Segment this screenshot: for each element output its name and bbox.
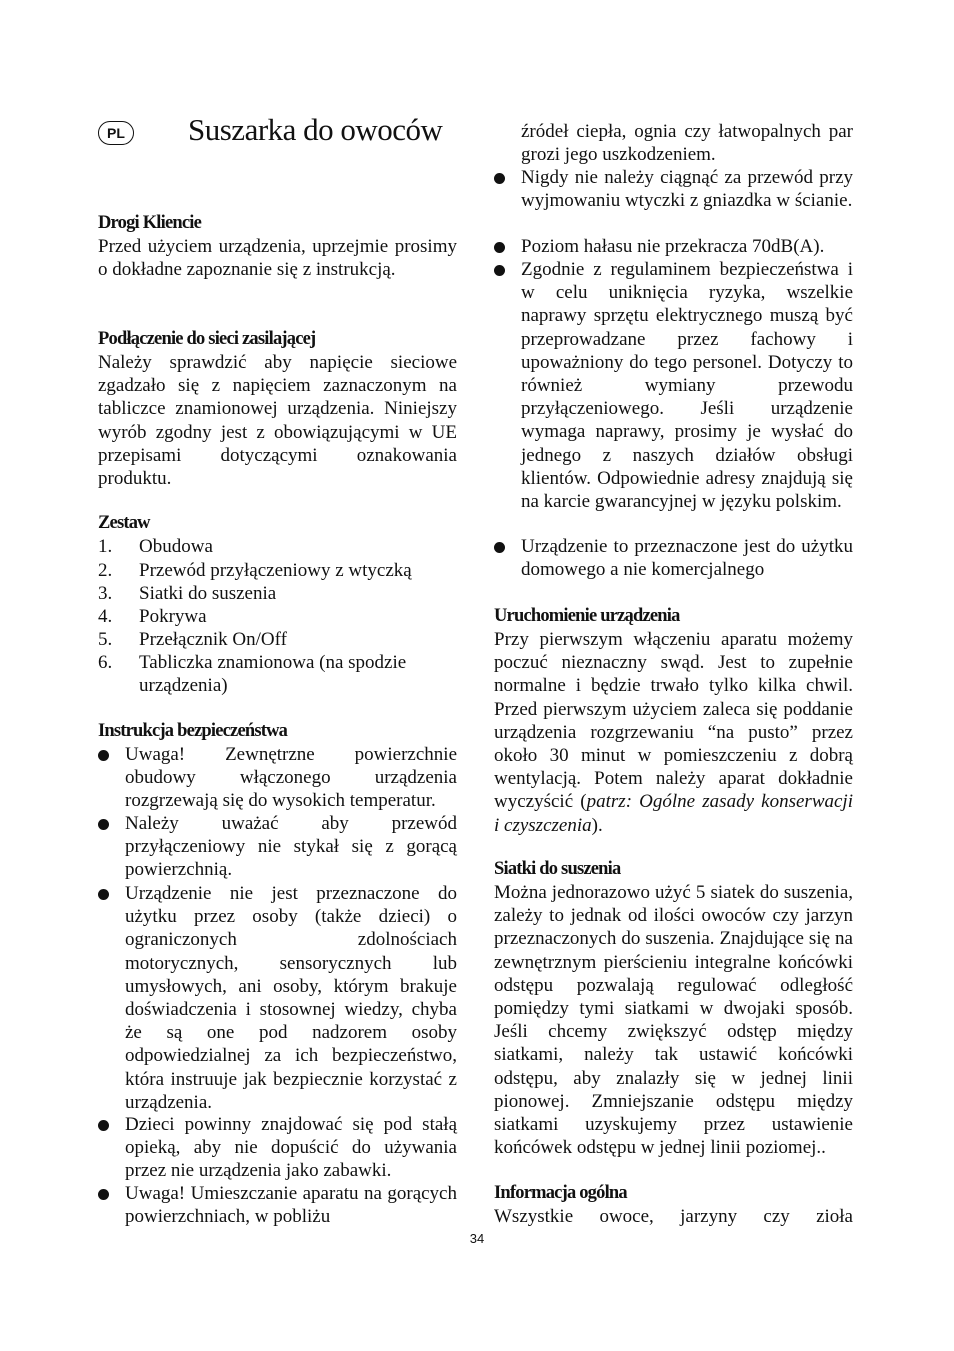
bullet-text: Należy uważać aby przewód przyłączeniowy nie stykał się z gorącą powierzchnią. — [125, 813, 457, 881]
section-text-dear-customer: Przed użyciem urządzenia, uprzejmie prosimy o dokładne zapoznanie się z instrukcją. — [98, 236, 457, 281]
language-badge: PL — [98, 121, 134, 145]
section-text-drying-racks: Można jednorazowo użyć 5 siatek do suszenia, zależy to jednak od ilości owoców czy jarzyn przeznaczonych do suszenia. Znajdujące się na zewnętrznym pierścieniu integralne końcówki odstępu pozwalają regulować odległość pomiędzy tymi siatkami w dwojaki sposób. Jeśli chcemy zwiększyć odstęp między siatkami, należy tak ustawić końcówki odstępu, aby znalazły się w jednej linii pionowej. Zmniejszanie odstępu między siatkami uzyskujemy przez ustawienie końcówek odstępu w jednej linii poziomej.. — [494, 882, 853, 1159]
bullet-text: Uwaga! Umieszczanie aparatu na gorących powierzchniach, w pobliżu — [125, 1183, 457, 1228]
bullet-text: Poziom hałasu nie przekracza 70dB(A). — [521, 236, 825, 257]
bullet-icon — [494, 173, 505, 184]
list-item-number: 5. — [98, 629, 113, 650]
list-item-number: 4. — [98, 606, 113, 627]
cross-reference: patrz: Ogólne zasady konserwacji i czyszczenia — [494, 791, 853, 836]
bullet-text: Nigdy nie należy ciągnąć za przewód przy wyjmowaniu wtyczki z gniazdka w ścianie. — [521, 167, 853, 212]
section-heading-startup: Uruchomienie urządzenia — [494, 606, 680, 626]
page-number: 34 — [469, 1231, 485, 1246]
list-item-text: Obudowa — [139, 536, 213, 557]
section-heading-set: Zestaw — [98, 513, 150, 533]
section-text-power-connection: Należy sprawdzić aby napięcie sieciowe zgadzało się z napięciem zaznaczonym na tabliczce znamionowej urządzenia. Niniejszy wyrób zgodny jest z obowiązującymi w UE przepisami dotyczącymi oznakowania produktu. — [98, 352, 457, 490]
list-item-text: Tabliczka znamionowa (na spodzie urządzenia) — [139, 652, 407, 697]
list-item-text: Przełącznik On/Off — [139, 629, 287, 650]
bullet-text: Zgodnie z regulaminem bezpieczeństwa i w celu uniknięcia ryzyka, wszelkie naprawy sprzętu elektrycznego muszą być przeprowadzane przez fachowy i upoważniony do tego personel. Dotyczy to również wymiany przewodu przyłączeniowego. Jeśli urządzenie wymaga naprawy, prosimy je wysłać do jednego z naszych działów obsługi klientów. Odpowiednie adresy znajdują się na karcie gwarancyjnej w języku polskim. — [521, 259, 853, 513]
list-item-number: 3. — [98, 583, 113, 604]
list-item-text: Pokrywa — [139, 606, 207, 627]
startup-text: Przy pierwszym włączeniu aparatu możemy poczuć nieznaczny swąd. Jest to zupełnie normalne i będzie trwało tylko kilka chwil. Przed pierwszym użyciem zaleca się poddanie urządzenia rozgrzewaniu “na pusto” przez około 30 minut w pomieszczeniu z dobrą wentylacją. Potem należy aparat dokładnie wyczyścić ( — [494, 629, 853, 813]
bullet-icon — [494, 242, 505, 253]
section-heading-general-info: Informacja ogólna — [494, 1183, 627, 1203]
section-heading-safety: Instrukcja bezpieczeństwa — [98, 721, 288, 741]
list-item-text: Siatki do suszenia — [139, 583, 277, 604]
section-text-general-info: Wszystkie owoce, jarzyny czy zioła — [494, 1206, 853, 1227]
list-item-number: 2. — [98, 560, 113, 581]
bullet-text: Uwaga! Zewnętrzne powierzchnie obudowy włączonego urządzenia rozgrzewają się do wysokich temperatur. — [125, 744, 457, 812]
list-item-number: 1. — [98, 536, 113, 557]
bullet-icon — [98, 1120, 109, 1131]
list-item-number: 6. — [98, 652, 113, 673]
bullet-icon — [98, 750, 109, 761]
section-heading-dear-customer: Drogi Kliencie — [98, 213, 202, 233]
bullet-icon — [494, 265, 505, 276]
section-heading-drying-racks: Siatki do suszenia — [494, 859, 621, 879]
bullet-continuation-text: źródeł ciepła, ognia czy łatwopalnych par grozi jego uszkodzeniem. — [521, 121, 853, 166]
startup-text-end: ). — [591, 814, 603, 836]
bullet-icon — [98, 819, 109, 830]
bullet-icon — [98, 1189, 109, 1200]
page-title: Suszarka do owoców — [188, 112, 443, 147]
list-item-text: Przewód przyłączeniowy z wtyczką — [139, 560, 412, 581]
bullet-icon — [98, 889, 109, 900]
bullet-icon — [494, 542, 505, 553]
bullet-text: Urządzenie to przeznaczone jest do użytku domowego a nie komercjalnego — [521, 536, 853, 581]
bullet-text: Dzieci powinny znajdować się pod stałą opieką, aby nie dopuścić do używania przez nie urządzenia jako zabawki. — [125, 1114, 457, 1182]
section-heading-power-connection: Podłączenie do sieci zasilającej — [98, 329, 316, 349]
bullet-text: Urządzenie nie jest przeznaczone do użytku przez osoby (także dzieci) o ograniczonych zdolnościach motorycznych, sensorycznych lub umysłowych, ani osoby, którym brakuje doświadczenia i stosownej wiedzy, chyba że są one pod nadzorem osoby odpowiedzialnej za ich bezpieczeństwo, która instruuje jak bezpiecznie korzystać z urządzenia. — [125, 883, 457, 1113]
section-text-startup — [494, 628, 853, 837]
